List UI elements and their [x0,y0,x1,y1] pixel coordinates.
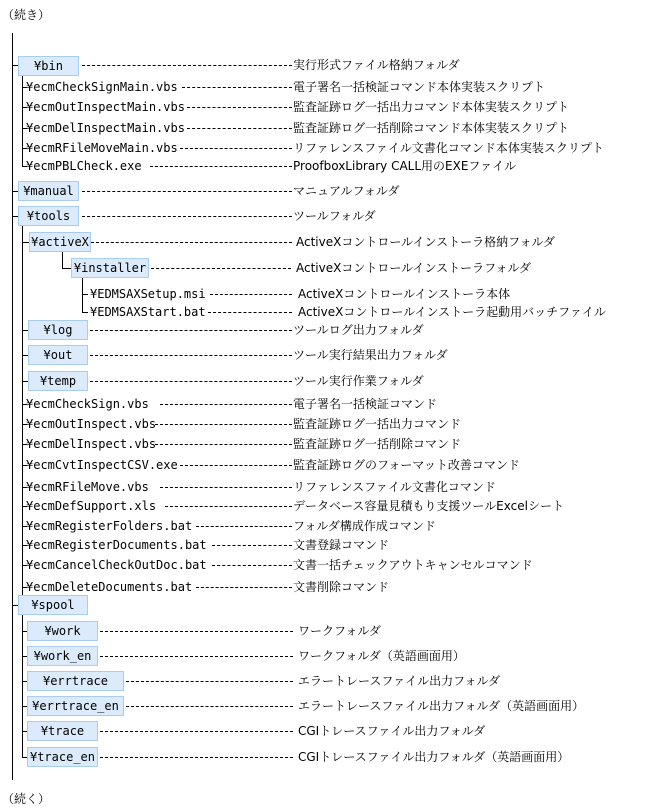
desc-trace: CGIトレースファイル出力フォルダ [298,724,486,738]
folder-trace-en[interactable]: ¥trace_en [27,747,98,767]
leader-line [160,404,292,405]
desc-work-en: ワークフォルダ（英語画面用） [298,649,465,663]
connector [82,294,88,295]
continued-from-label: （続き） [2,8,51,22]
leader-line [82,216,292,217]
leader-line [126,706,293,707]
desc-ecmCvtInspectCSV: 監査証跡ログのフォーマット改善コマンド [293,458,520,472]
leader-line [196,587,292,588]
leader-line [212,545,292,546]
leader-line [212,565,292,566]
desc-ecmPBLCheck: ProofboxLibrary CALL用のEXEファイル [293,159,517,173]
desc-errtrace: エラートレースファイル出力フォルダ [298,674,501,688]
file-ecmCancelCheckOutDoc[interactable]: ¥ecmCancelCheckOutDoc.bat [26,558,207,572]
leader-line [82,65,292,66]
file-ecmRegisterDocuments[interactable]: ¥ecmRegisterDocuments.bat [26,538,207,552]
file-ecmDelInspectMain[interactable]: ¥ecmDelInspectMain.vbs [26,121,185,135]
connector [82,278,83,312]
file-ecmDefSupport[interactable]: ¥ecmDefSupport.xls [26,499,157,513]
leader-line [151,268,291,269]
leader-line [150,166,292,167]
desc-bin: 実行形式ファイル格納フォルダ [293,58,460,72]
leader-line [208,312,292,313]
leader-line [100,731,293,732]
connector [22,242,29,243]
leader-line [82,191,292,192]
tree-trunk-line [12,33,13,780]
bin-branch-line [22,76,23,166]
leader-line [100,656,293,657]
desc-trace-en: CGIトレースファイル出力フォルダ（英語画面用） [298,750,570,764]
leader-line [196,526,292,527]
desc-activeX: ActiveXコントロールインストーラ格納フォルダ [296,235,556,249]
folder-errtrace[interactable]: ¥errtrace [27,671,124,691]
desc-ecmOutInspectMain: 監査証跡ログ一括出力コマンド本体実装スクリプト [293,100,570,114]
file-ecmRFileMove[interactable]: ¥ecmRFileMove.vbs [26,480,149,494]
desc-errtrace-en: エラートレースファイル出力フォルダ（英語画面用） [298,699,585,713]
desc-ecmRFileMove: リファレンスファイル文書化コマンド [293,480,496,494]
tools-branch-line [22,226,23,618]
leader-line [100,757,293,758]
file-EDMSAXSetup[interactable]: ¥EDMSAXSetup.msi [90,287,206,301]
file-ecmRFileMoveMain[interactable]: ¥ecmRFileMoveMain.vbs [26,141,178,155]
leader-line [160,487,292,488]
desc-EDMSAXSetup: ActiveXコントロールインストーラ本体 [298,287,511,301]
folder-work-en[interactable]: ¥work_en [27,646,98,666]
leader-line [187,107,292,108]
file-ecmOutInspect[interactable]: ¥ecmOutInspect.vbs [26,417,157,431]
desc-ecmRegisterFolders: フォルダ構成作成コマンド [293,519,436,533]
leader-line [210,294,292,295]
desc-ecmDelInspect: 監査証跡ログ一括削除コマンド [293,437,462,451]
desc-installer: ActiveXコントロールインストーラフォルダ [296,261,532,275]
desc-ecmRegisterDocuments: 文書登録コマンド [293,538,390,552]
connector [62,268,71,269]
folder-tools[interactable]: ¥tools [18,206,79,226]
desc-work: ワークフォルダ [298,624,381,638]
desc-ecmRFileMoveMain: リファレンスファイル文書化コマンド本体実装スクリプト [293,141,604,155]
leader-line [155,424,292,425]
leader-line [126,681,293,682]
leader-line [187,128,292,129]
desc-ecmCheckSignMain: 電子署名一括検証コマンド本体実装スクリプト [293,80,546,94]
file-EDMSAXStart[interactable]: ¥EDMSAXStart.bat [90,305,206,319]
folder-manual[interactable]: ¥manual [18,181,79,201]
desc-ecmCancelCheckOutDoc: 文書一括チェックアウトキャンセルコマンド [293,558,533,572]
folder-temp[interactable]: ¥temp [28,371,88,391]
folder-work[interactable]: ¥work [27,621,98,641]
leader-line [180,148,292,149]
leader-line [91,242,292,243]
folder-errtrace-en[interactable]: ¥errtrace_en [27,696,124,716]
folder-log[interactable]: ¥log [28,320,88,340]
folder-out[interactable]: ¥out [28,345,88,365]
file-ecmCheckSignMain[interactable]: ¥ecmCheckSignMain.vbs [26,80,178,94]
file-ecmCheckSign[interactable]: ¥ecmCheckSign.vbs [26,397,149,411]
desc-tools: ツールフォルダ [293,209,376,223]
leader-line [90,381,292,382]
spool-branch-line [22,615,23,757]
desc-log: ツールログ出力フォルダ [293,323,424,337]
desc-temp: ツール実行作業フォルダ [293,374,424,388]
desc-EDMSAXStart: ActiveXコントロールインストーラ起動用バッチファイル [298,305,606,319]
continued-to-label: （続く） [2,792,51,806]
connector [62,252,63,268]
desc-ecmOutInspect: 監査証跡ログ一括出力コマンド [293,417,462,431]
desc-manual: マニュアルフォルダ [293,184,400,198]
leader-line [165,506,292,507]
file-ecmRegisterFolders[interactable]: ¥ecmRegisterFolders.bat [26,519,193,533]
desc-ecmDeleteDocuments: 文書削除コマンド [293,580,390,594]
folder-spool[interactable]: ¥spool [18,595,88,615]
desc-ecmCheckSign: 電子署名一括検証コマンド [293,397,438,411]
desc-ecmDelInspectMain: 監査証跡ログ一括削除コマンド本体実装スクリプト [293,121,570,135]
leader-line [90,355,292,356]
leader-line [155,444,292,445]
desc-ecmDefSupport: データベース容量見積もり支援ツールExcelシート [293,499,564,513]
folder-activeX[interactable]: ¥activeX [29,232,91,252]
folder-installer[interactable]: ¥installer [71,258,149,278]
file-ecmCvtInspectCSV[interactable]: ¥ecmCvtInspectCSV.exe [26,458,178,472]
desc-out: ツール実行結果出力フォルダ [293,348,448,362]
leader-line [180,465,292,466]
leader-line [100,631,293,632]
folder-trace[interactable]: ¥trace [27,721,98,741]
connector [82,312,88,313]
file-ecmDeleteDocuments[interactable]: ¥ecmDeleteDocuments.bat [26,580,193,594]
leader-line [182,87,292,88]
leader-line [90,330,292,331]
file-ecmPBLCheck[interactable]: ¥ecmPBLCheck.exe [26,159,142,173]
folder-bin[interactable]: ¥bin [18,56,79,76]
file-ecmDelInspect[interactable]: ¥ecmDelInspect.vbs [26,437,157,451]
file-ecmOutInspectMain[interactable]: ¥ecmOutInspectMain.vbs [26,100,185,114]
